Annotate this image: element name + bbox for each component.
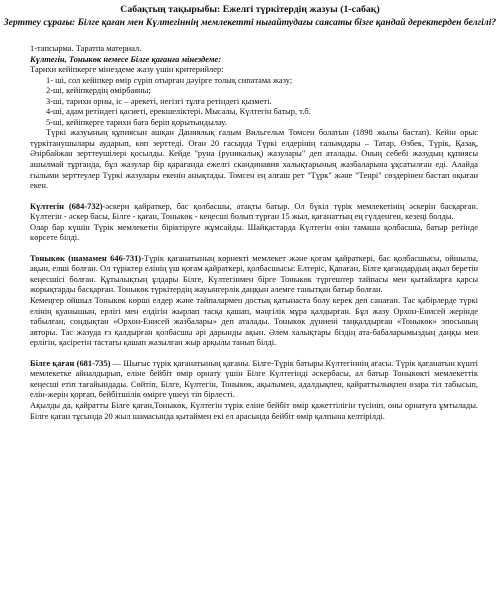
document-body xyxy=(0,43,500,421)
kultegin-paragraph-2: Олар бар күшін Түрік мемлекетін біріктіруге жұмсайды. Шайқастарда Күлтегін өзін тамаша қолбасшы, батыр ретінде көрсете білді. xyxy=(30,221,478,243)
tonykok-text: -Түрік қағанатының көрнекті мемлекет және қоғам қайраткері, бас қолбасшысы, ойшылы, ақын, елші болған. Ол түріктер елінің үш қоғам қайраткері, қолбасшысы: Елтеріс, Қапаған, Білге қағандардың ақыл беретін кеңесшісі болған. Құтылықтың ұлдары Білге, Күлтегінмен бірге Тоныкөк түргештер тайпасы мен қытайларға қарсы жорықтарды басқарған. Тоныкөк түркітердің жауынгерлік даңқын әлемге танытқан батыр болған. xyxy=(30,252,478,295)
kultegin-text: -әскери қайраткер, бас қолбасшы, атақты батыр. Ол бүкіл түрік мемлекетінің әскерін басқарған. Күлтегін - әскер басы, Білге - қаған, Тоныкөк - кеңесші болып түрған 15 жыл, қағанаттың ең гүлденген, кезеңі болды. xyxy=(30,200,478,222)
criteria-list xyxy=(30,75,478,128)
intro-paragraph: Түркі жазуының құпиясын ашқан Даниялық ғалым Вильгельм Томсен болатын (1898 жылы бастап). Кейін орыс түркітанушылары аударып, көп зерттеді. Оған 20 ғасырда Түркі елдерінің ғалымдары – Татар, Өзбек, Түрік, Қазақ, Әзірбайжан зерттеушілері қосылды. Кейде "руна (руникалық) жазулары" деп аталады. Оның себебі жазудың құпиясы ашылмай тұрғанда, бұл жазулар бір қарағанда ежелгі скандинавия халықтарының жазбаларына ұқсатылған еді. Алайда ғылыми зерттеулер Түркі жазулары екенін анықтады. Томсен ең алғаш рет "Түрк" және "Тенрі" сөздерінен бастап оқыған екен. xyxy=(30,127,478,191)
document-header xyxy=(0,0,500,29)
section-title: Күлтегін, Тоныкөк немесе Білге қағанға мінездеме: xyxy=(30,53,222,64)
bilge-paragraph-2: Ақылды да, қайратты Білге қаған,Тоныкөк, Күлтегін түрік еліне бейбіт өмір қажеттілігін түсініп, оны орнатуға ұмтылады. Білге қаған тұсында 20 жыл шамасында қытаймен екі ел арасында бейбіт өмір қалпына келтірілді. xyxy=(30,399,478,421)
criteria-item: 4-ші, адам ретіндегі қасиеті, ерекшеліктері. Мысалы, Күлтегін батыр, т.б. xyxy=(46,106,311,117)
task-label: 1-тапсырма. Таратпа материал. xyxy=(30,43,142,53)
tonykok-paragraph-2: Кемеңгер ойшыл Тоныкөк көрші елдер және тайпалармен достық қатынаста болу керек деп санаған. Тас қабірлерде түркі елінің қуанышын, ерлігі мен елдігін жырлап тасқа қашап, мәңгілік мұра қалдырған. Бұл жазу Орхон-Енисей жерінде табылған, сондықтан «Орхон-Енисей жазбалары» деп аталады. Тоныкөк дүниені таңқалдырған «Тоныкөк» эпосының авторы. Тас жазуда ғз қалдырған қолбасшы әрі дарынды ақын. Әлем халықтары біздің ата-бабаларымыздың даңқы мен ерлігін, қасіретін тастағы қашап жазылған жыр арқылы танып білді. xyxy=(30,295,478,348)
bilge-paragraph xyxy=(30,358,478,400)
tonykok-paragraph xyxy=(30,253,478,295)
kultegin-name: Күлтегін (684-732) xyxy=(30,200,103,211)
criteria-item: 2-ші, кейіпкердің өмірбаяны; xyxy=(46,85,151,96)
tonykok-name: Тоныкөк (шамамен 646-731) xyxy=(30,252,142,263)
bilge-name: Білге қаған (681-735) xyxy=(30,357,111,368)
criteria-item: 1- ші, сол кейіпкер өмір сүріп отырған дәуірге толық сипатама жазу; xyxy=(46,74,293,85)
bilge-text: — Шығыс түрік қағанатының қағаны. Білге-Түрік батыры Күлтегіннің ағасы. Түрік қағанатын күшті мемлекетке айналдырып, еліне бейбіт өмір орнату үшін Білге Күлтегінді әскербасы, ал батыр Тоныкөкті мемлекеттік кеңесші етіп тағайындады. Сөйтіп, Білге, Күлтегін, Тоныкөк, ақылымен, адалдықпен, қайраттылықпен өзара тіл табысып, елін-жерін қорғап, бейбітшілік өмірге үшеуі тіп бірлесті. xyxy=(30,357,478,400)
criteria-item: 3-ші, тарихи орны, іс – әрекеті, негізгі тұлға ретіндегі қызметі. xyxy=(46,95,272,106)
criteria-item: 5-ші, кейіпкерге тарихи баға беріп қорытындылау. xyxy=(46,116,227,127)
research-question: Зерттеу сұрағы: Білге қаған мен Күлтегіннің мемлекетті нығайтудағы саясаты бізге қандай деректерден белгілі? xyxy=(3,17,497,28)
lesson-topic: Сабақтың тақырыбы: Ежелгі түркітердің жазуы (1-сабақ) xyxy=(120,4,380,15)
kultegin-paragraph xyxy=(30,201,478,222)
criteria-intro: Тарихи кейіпкерге мінездеме жазу үшін критерийлер: xyxy=(30,64,224,75)
